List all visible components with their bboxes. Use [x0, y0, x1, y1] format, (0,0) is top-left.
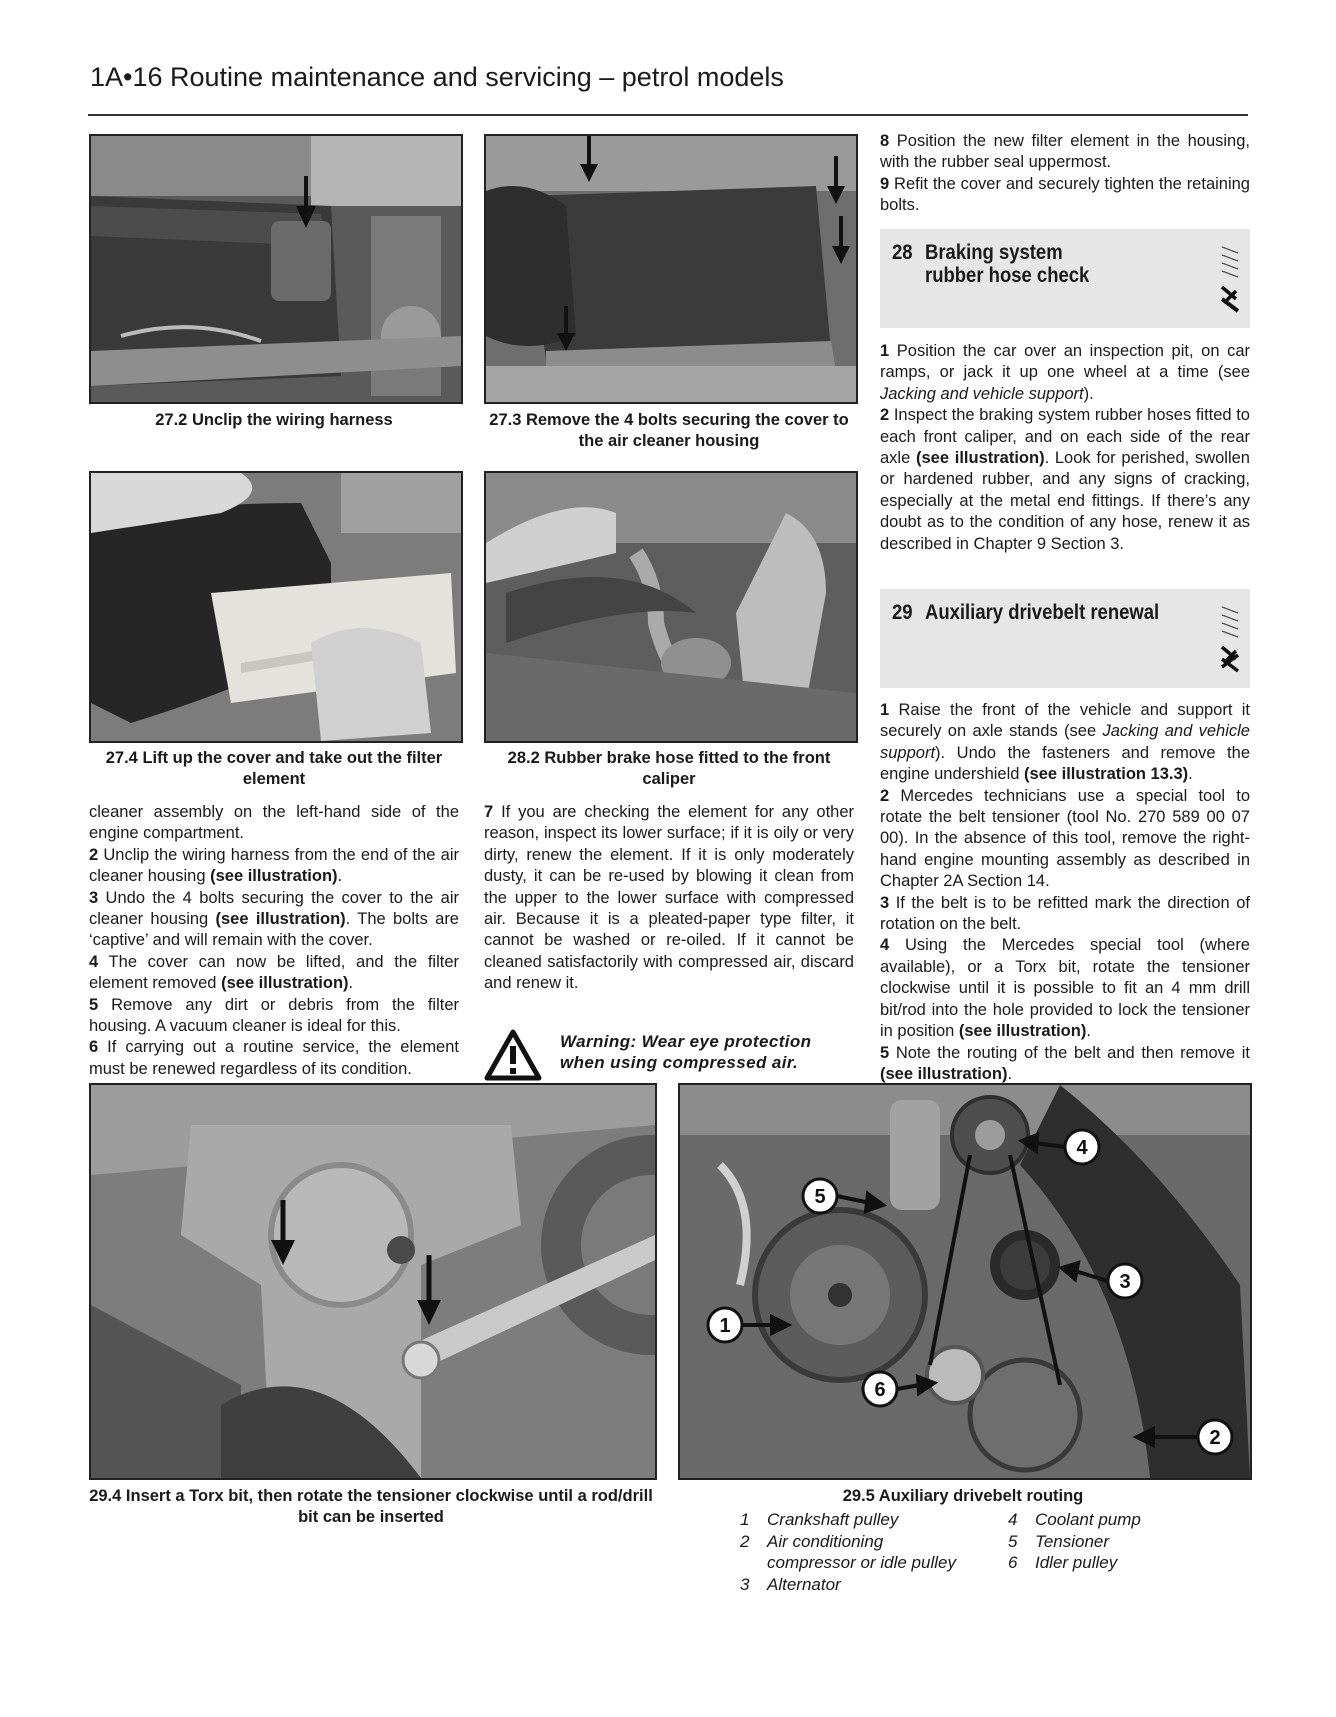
illustration-ref: (see illustration)	[916, 449, 1045, 468]
text: If carrying out a routine service, the element must be renewed regardless of its condition.	[89, 1038, 459, 1078]
warning-text: Warning: Wear eye protection when using compressed air.	[560, 1032, 812, 1072]
para-8	[880, 131, 1250, 174]
s28-para-2	[880, 405, 1250, 555]
text: Using the Mercedes special tool (where available), or a Torx bit, rotate the tensioner clockwise until it is possible to fit an 4 mm drill bit/rod into the hole provided to lock the tensioner in position	[880, 936, 1250, 1041]
callout-1: 1	[719, 1315, 731, 1337]
text: .	[337, 867, 343, 886]
legend-item	[740, 1574, 990, 1596]
text: .	[1007, 1064, 1013, 1083]
text: .	[1188, 765, 1193, 784]
step-number: 1	[880, 342, 890, 360]
s29-para-3	[880, 893, 1250, 936]
text: Position the car over an inspection pit, on car ramps, or jack it up one wheel at a time (see	[880, 342, 1250, 382]
photo-27-3	[484, 134, 858, 404]
photo-29-5	[678, 1083, 1252, 1480]
s29-para-1	[880, 700, 1250, 786]
legend-right	[1008, 1509, 1208, 1574]
step-number: 3	[89, 888, 99, 907]
column-2-text	[484, 802, 854, 995]
caption-29-5: 29.5 Auxiliary drivebelt routing	[842, 1487, 1084, 1505]
page-header	[88, 58, 1248, 116]
step-number: 2	[89, 845, 99, 864]
s29-para-5	[880, 1043, 1250, 1086]
text: .	[1086, 1022, 1091, 1041]
text: . The bolts are ‘captive’ and will remain with the cover.	[89, 910, 459, 950]
legend-item	[1008, 1509, 1208, 1531]
legend-item	[1008, 1552, 1208, 1574]
step-number: 8	[880, 132, 890, 150]
text: Undo the 4 bolts securing the cover to the air cleaner housing	[89, 888, 459, 929]
illustration-ref: (see illustration)	[958, 1022, 1087, 1041]
para-9	[880, 174, 1250, 217]
legend-label: Alternator	[767, 1574, 841, 1594]
legend-number: 3	[740, 1574, 750, 1594]
legend-number: 1	[740, 1510, 750, 1529]
para-3	[89, 888, 459, 952]
s29-para-4	[880, 935, 1250, 1042]
text: Note the routing of the belt and then remove it	[889, 1043, 1250, 1062]
legend-number: 4	[1008, 1510, 1018, 1529]
para-4	[89, 952, 459, 995]
text: Inspect the braking system rubber hoses fitted to each front caliper, and on each side of the rear axle	[880, 406, 1250, 468]
illustration-ref: (see illustration)	[210, 867, 338, 886]
s28-para-1	[880, 341, 1250, 405]
photo-27-4	[89, 471, 463, 743]
callout-4: 4	[1076, 1137, 1088, 1159]
para-5	[89, 995, 459, 1038]
caption-28-2: 28.2 Rubber brake hose fitted to the front caliper	[507, 749, 831, 788]
legend-label: Tensioner	[1035, 1531, 1110, 1551]
legend-item	[740, 1509, 990, 1531]
page-title: 1A•16 Routine maintenance and servicing – petrol models	[90, 62, 784, 92]
step-number: 6	[89, 1038, 99, 1057]
photo-28-2	[484, 471, 858, 743]
photo-29-4	[89, 1083, 657, 1480]
section-28-title-line1: Braking system	[925, 241, 1063, 264]
text: ).	[1083, 384, 1094, 403]
text: Unclip the wiring harness from the end of the air cleaner housing	[89, 845, 459, 886]
step-number: 3	[880, 893, 890, 912]
step-number: 1	[880, 701, 890, 719]
section-28-title-line2: rubber hose check	[925, 264, 1090, 287]
caption-27-3: 27.3 Remove the 4 bolts securing the cover to the air cleaner housing	[489, 411, 849, 450]
legend-label: Air conditioning	[767, 1531, 884, 1551]
caption-27-4: 27.4 Lift up the cover and take out the filter element	[105, 749, 443, 788]
legend-number: 2	[740, 1531, 750, 1551]
para-cont	[89, 802, 459, 845]
reference: Jacking and vehicle support	[880, 384, 1084, 403]
section-28-number: 28	[892, 241, 913, 264]
legend-item	[740, 1552, 990, 1574]
illustration-ref: (see illustration)	[221, 974, 349, 993]
section-29-text	[880, 700, 1250, 1085]
callout-6: 6	[874, 1379, 886, 1401]
text: . Look for perished, swollen or hardened rubber, and any signs of cracking, especially at the metal end fittings. If there’s any doubt as to the condition of any hose, renew it as described in Chapter 9 Section 3.	[880, 449, 1250, 553]
warning-icon	[484, 1029, 542, 1081]
text: The cover can now be lifted, and the filter element removed	[89, 952, 459, 993]
text: If you are checking the element for any other reason, inspect its lower surface; if it is oily or very dirty, renew the element. If it is only moderately dusty, it can be re-used by blowing it clean from the upper to the lower surface with compressed air. Because it is a pleated-paper type filter, it cannot be washed or re-oiled. If it cannot be cleaned satisfactorily with compressed air, discard and renew it.	[484, 803, 854, 993]
legend-number: 6	[1008, 1553, 1018, 1572]
section-28-text	[880, 341, 1250, 555]
illustration-ref: (see illustration)	[215, 910, 346, 929]
text: Remove any dirt or debris from the filter housing. A vacuum cleaner is ideal for this.	[89, 995, 459, 1036]
legend-label: Crankshaft pulley	[767, 1510, 899, 1529]
caption-27-2: 27.2 Unclip the wiring harness	[155, 411, 393, 429]
legend-item	[740, 1531, 990, 1553]
illustration-ref: (see illustration 13.3)	[1024, 765, 1189, 784]
callout-5: 5	[814, 1186, 826, 1208]
para-2	[89, 845, 459, 888]
section-29-title: Auxiliary drivebelt renewal	[925, 601, 1160, 624]
legend-label: Idler pulley	[1035, 1553, 1118, 1572]
column-1-text	[89, 802, 459, 1080]
step-number: 4	[880, 936, 890, 955]
legend-number: 5	[1008, 1531, 1018, 1551]
text: .	[348, 974, 354, 993]
text: ). Undo the fasteners and remove the engine undershield	[880, 743, 1250, 784]
difficulty-spanner-icon	[1218, 243, 1242, 317]
step-number: 7	[484, 803, 494, 821]
section-28-heading	[880, 229, 1250, 328]
callout-2: 2	[1209, 1427, 1221, 1449]
legend-label: Coolant pump	[1035, 1510, 1141, 1529]
step-number: 5	[880, 1043, 890, 1062]
text: If the belt is to be refitted mark the direction of rotation on the belt.	[880, 893, 1250, 934]
s29-para-2	[880, 786, 1250, 893]
text: Mercedes technicians use a special tool to rotate the belt tensioner (tool No. 270 589 00 07 00). In the absence of this tool, remove the right-hand engine mounting assembly as described in Chapter 2A Section 14.	[880, 786, 1250, 891]
step-number: 5	[89, 995, 99, 1014]
step-number: 2	[880, 406, 890, 425]
difficulty-spanner-icon	[1218, 603, 1242, 677]
text: Position the new filter element in the housing, with the rubber seal uppermost.	[880, 132, 1250, 172]
column-3-text-top	[880, 131, 1250, 217]
text: cleaner assembly on the left-hand side of the engine compartment.	[89, 803, 459, 843]
legend-item	[1008, 1531, 1208, 1553]
text: Refit the cover and securely tighten the retaining bolts.	[880, 174, 1250, 215]
reference: Jacking and vehicle support	[880, 722, 1250, 762]
legend-label: compressor or idle pulley	[767, 1553, 956, 1572]
step-number: 2	[880, 786, 890, 805]
illustration-ref: (see illustration)	[880, 1064, 1008, 1083]
step-number: 4	[89, 952, 99, 971]
step-number: 9	[880, 174, 890, 193]
callout-3: 3	[1119, 1271, 1131, 1293]
para-7	[484, 802, 854, 995]
text: Raise the front of the vehicle and support it securely on axle stands (see	[880, 701, 1250, 741]
section-29-heading	[880, 589, 1250, 688]
section-29-number: 29	[892, 601, 913, 624]
photo-27-2	[89, 134, 463, 404]
para-6	[89, 1037, 459, 1080]
legend-left	[740, 1509, 990, 1595]
caption-29-4: 29.4 Insert a Torx bit, then rotate the tensioner clockwise until a rod/drill bit can be inserted	[89, 1487, 653, 1526]
